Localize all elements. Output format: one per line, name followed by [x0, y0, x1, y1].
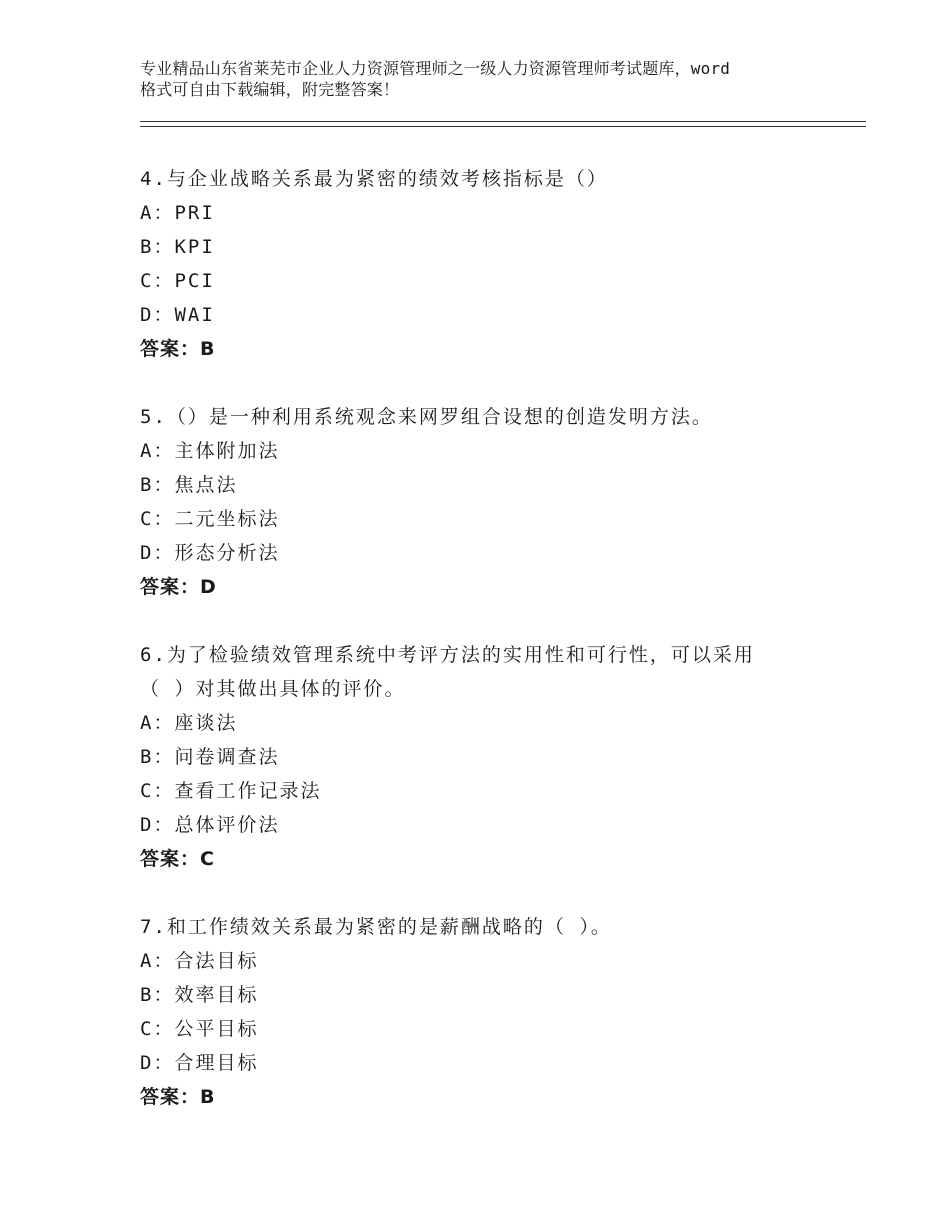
answer-label: 答案：D: [140, 576, 217, 598]
question-6: [140, 638, 840, 876]
question-stem: 7.和工作绩效关系最为紧密的是薪酬战略的（ ）。: [140, 916, 612, 938]
question-stem-continuation: （ ）对其做出具体的评价。: [140, 678, 406, 700]
option-b: B：焦点法: [140, 474, 238, 496]
option-d: D：形态分析法: [140, 542, 280, 564]
option-c: C：公平目标: [140, 1018, 259, 1040]
option-a: A：座谈法: [140, 712, 238, 734]
answer-label: 答案：C: [140, 848, 215, 870]
option-b: B：问卷调查法: [140, 746, 280, 768]
option-d: D：合理目标: [140, 1052, 259, 1074]
answer-label: 答案：B: [140, 1086, 216, 1108]
question-stem: 6.为了检验绩效管理系统中考评方法的实用性和可行性，可以采用: [140, 644, 755, 666]
question-7: [140, 910, 840, 1114]
option-c: C：PCI: [140, 270, 215, 292]
document-header: [140, 58, 830, 100]
option-d: D：总体评价法: [140, 814, 280, 836]
question-5: [140, 400, 840, 604]
option-c: C：二元坐标法: [140, 508, 280, 530]
question-stem: 5.（）是一种利用系统观念来网罗组合设想的创造发明方法。: [140, 406, 713, 428]
option-a: A：PRI: [140, 202, 215, 224]
header-title-line-1: 专业精品山东省莱芜市企业人力资源管理师之一级人力资源管理师考试题库，word: [140, 59, 731, 78]
question-4: [140, 162, 840, 366]
option-c: C：查看工作记录法: [140, 780, 322, 802]
option-d: D：WAI: [140, 304, 215, 326]
answer-label: 答案：B: [140, 338, 216, 360]
option-b: B：KPI: [140, 236, 215, 258]
option-a: A：合法目标: [140, 950, 259, 972]
question-stem: 4.与企业战略关系最为紧密的绩效考核指标是（）: [140, 168, 608, 190]
option-a: A：主体附加法: [140, 440, 280, 462]
header-divider: [140, 121, 866, 127]
question-list: [140, 162, 840, 1148]
option-b: B：效率目标: [140, 984, 259, 1006]
header-title-line-2: 格式可自由下载编辑，附完整答案！: [140, 80, 400, 99]
